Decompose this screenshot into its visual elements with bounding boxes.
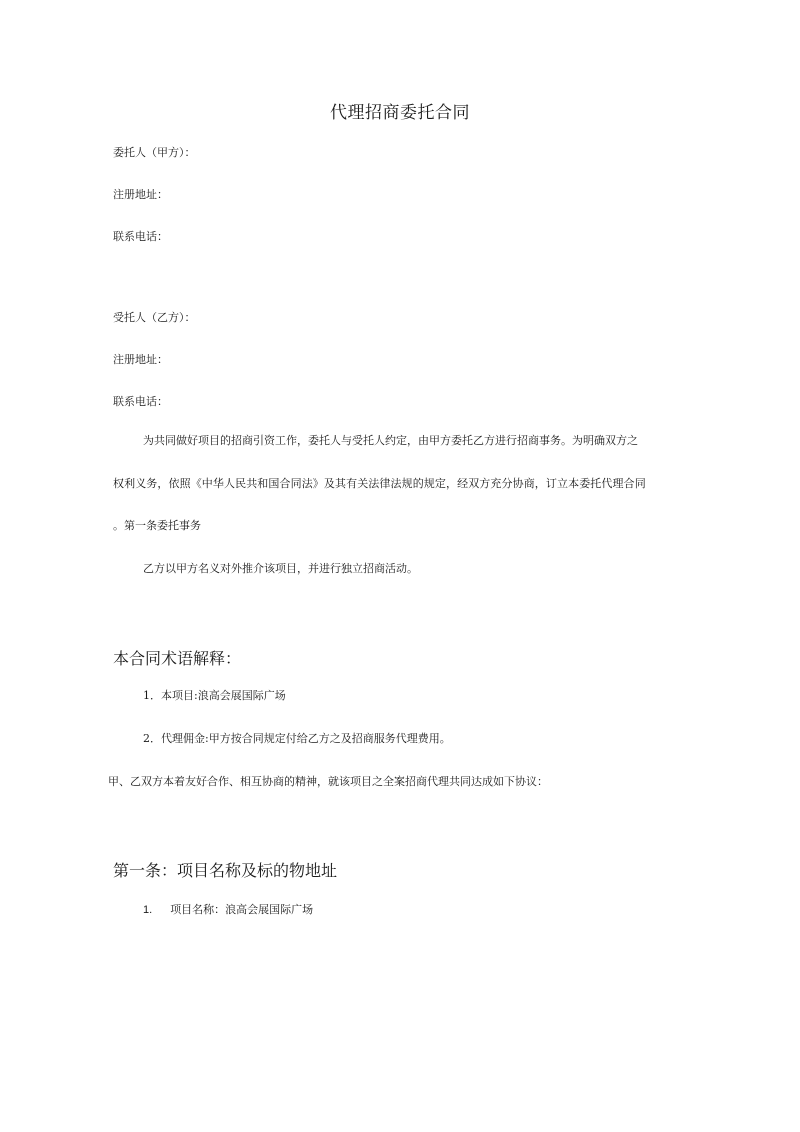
party-b-address-label: 注册地址： — [113, 353, 168, 366]
preamble-line-1: 为共同做好项目的招商引资工作，委托人与受托人约定，由甲方委托乙方进行招商事务。为明确双方之 — [143, 434, 638, 447]
article-1-heading: 第一条：项目名称及标的物地址 — [113, 861, 338, 880]
party-a-name-label: 委托人（甲方）： — [113, 146, 196, 159]
entrust-text: 乙方以甲方名义对外推介该项目，并进行独立招商活动。 — [143, 562, 418, 575]
terms-item-2: 2．代理佣金:甲方按合同规定付给乙方之及招商服务代理费用。 — [143, 732, 451, 745]
agreement-text: 甲、乙双方本着友好合作、相互协商的精神，就该项目之全案招商代理共同达成如下协议： — [108, 775, 548, 788]
party-a-phone-label: 联系电话： — [113, 230, 168, 243]
preamble-line-3: 。第一条委托事务 — [113, 519, 201, 532]
document-title: 代理招商委托合同 — [330, 103, 470, 123]
party-b-phone-label: 联系电话： — [113, 395, 168, 408]
preamble-line-2: 权利义务，依照《中华人民共和国合同法》及其有关法律法规的规定，经双方充分协商，订立本委托代理合同 — [113, 477, 646, 490]
terms-item-1: 1．本项目:浪高会展国际广场 — [143, 689, 286, 702]
terms-heading: 本合同术语解释： — [113, 649, 242, 668]
article-1-item-1 — [143, 903, 313, 917]
party-b-name-label: 受托人（乙方）： — [113, 311, 196, 324]
article-1-item-1-text: 项目名称：浪高会展国际广场 — [170, 903, 314, 916]
party-a-address-label: 注册地址： — [113, 188, 168, 201]
article-1-item-1-number: 1. — [143, 904, 153, 916]
